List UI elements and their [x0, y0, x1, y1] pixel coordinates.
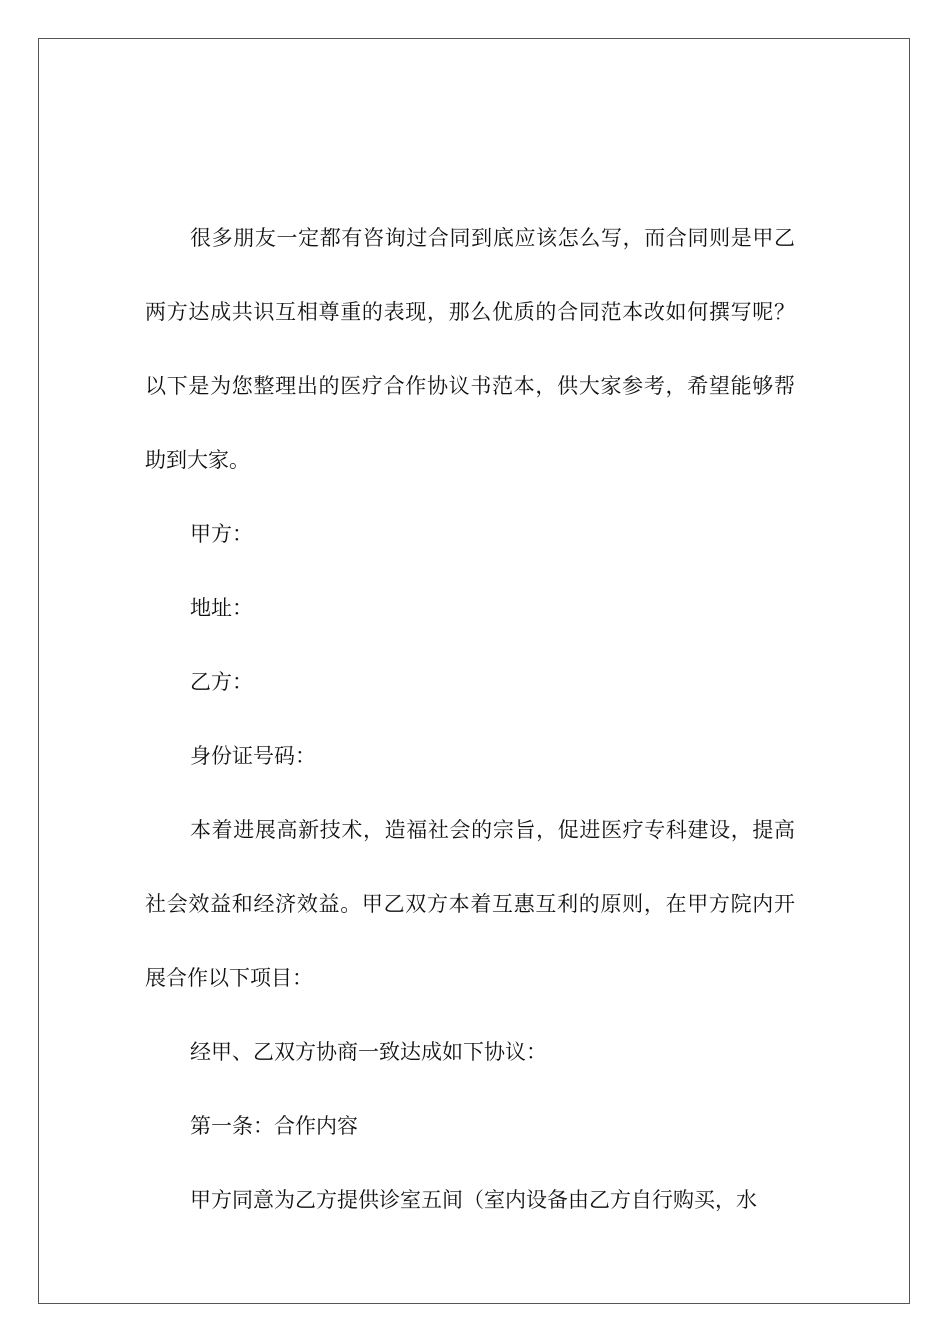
party-b-label: 乙方：	[190, 670, 253, 694]
article-one-paragraph: 甲方同意为乙方提供诊室五间（室内设备由乙方自行购买，水	[190, 1188, 757, 1212]
intro-paragraph: 很多朋友一定都有咨询过合同到底应该怎么写，而合同则是甲乙两方达成共识互相尊重的表现，那么优质的合同范本改如何撰写呢？以下是为您整理出的医疗合作协议书范本，供大家参考，希望能够帮助到大家。	[145, 226, 795, 472]
article-one-heading: 第一条：合作内容	[190, 1114, 358, 1138]
agreement-statement: 经甲、乙双方协商一致达成如下协议：	[190, 1040, 547, 1064]
address-label: 地址：	[190, 596, 253, 620]
purpose-paragraph: 本着进展高新技术，造福社会的宗旨，促进医疗专科建设，提高社会效益和经济效益。甲乙双方本着互惠互利的原则，在甲方院内开展合作以下项目：	[145, 818, 795, 990]
document-body	[145, 201, 795, 1237]
id-number-label: 身份证号码：	[190, 744, 316, 768]
party-a-label: 甲方：	[190, 522, 253, 546]
